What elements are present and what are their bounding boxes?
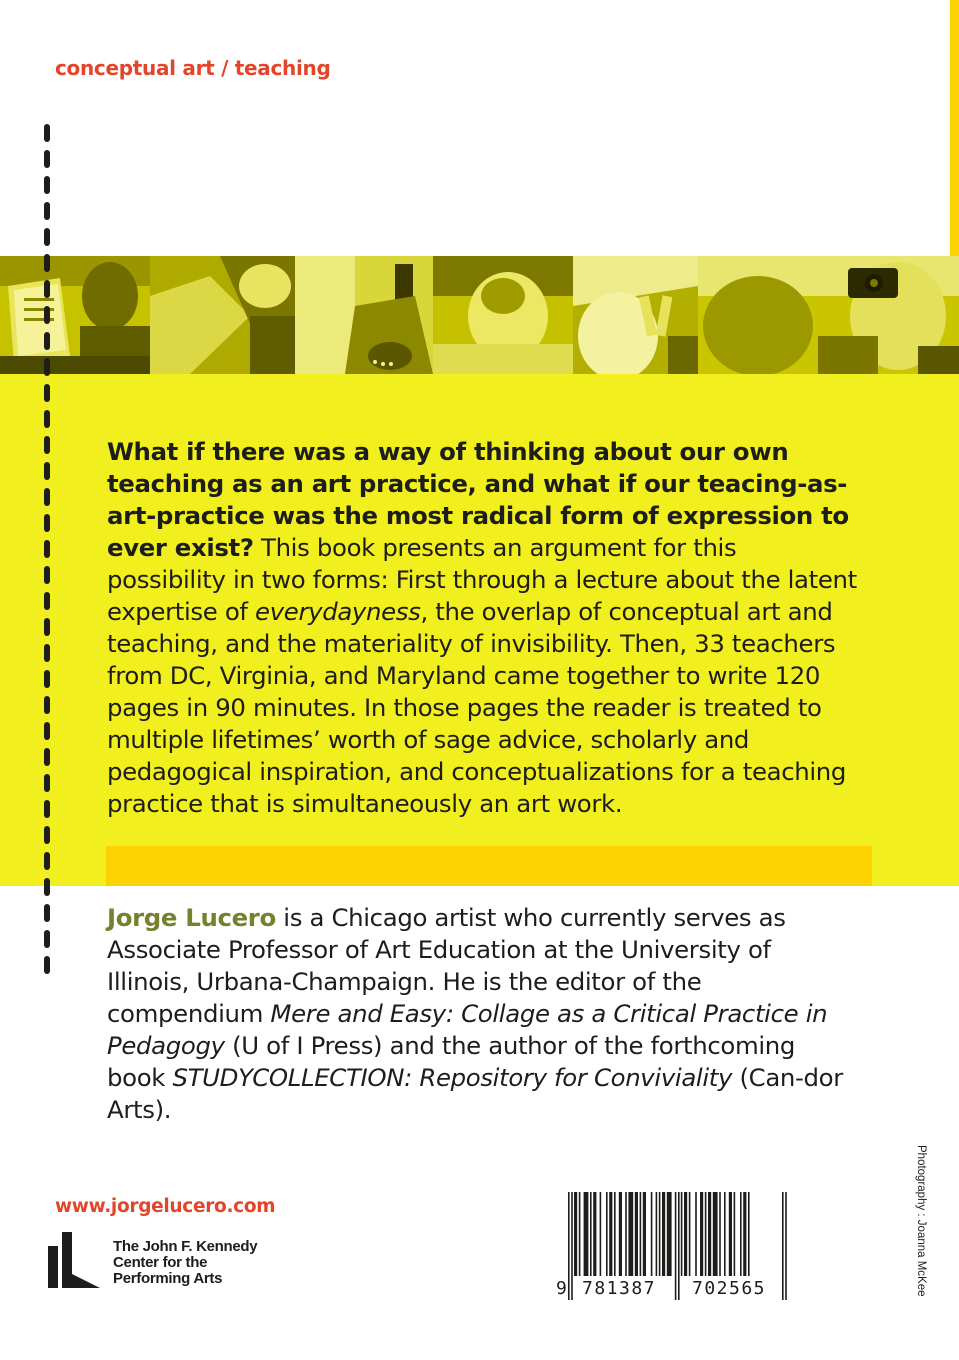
photo-panel-peace-sign [573, 256, 698, 374]
description-italic: everydayness [255, 597, 421, 626]
photo-panel-arms [150, 256, 295, 374]
author-name: Jorge Lucero [107, 903, 276, 932]
isbn-digit-group-2: 781387 [582, 1278, 657, 1299]
author-bio [107, 902, 859, 1126]
publisher-line-3: Performing Arts [113, 1270, 223, 1287]
description-lead: What if there was a way of thinking about our own teaching as an art practice, and what if our teacing-as-art-practice was the most radical form of expression to ever exist? [107, 437, 849, 562]
category-label: conceptual art / teaching [55, 56, 331, 80]
right-edge-stripe [950, 0, 959, 256]
publisher-line-1: The John F. Kennedy [113, 1238, 258, 1255]
book-description [107, 436, 859, 820]
description-text-2: , the overlap of conceptual art and teaching, and the materiality of invisibility. Then, 33 teachers from DC, Virginia, and Maryland came together to write 120 pages in 90 minutes. In those pages the reader is treated to multiple lifetimes’ worth of sage advice, scholarly and pedagogical inspiration, and conceptualizations for a teaching practice that is simultaneously an art work. [107, 597, 847, 818]
photo-credit-text: Photography : Joanna McKee [915, 1145, 927, 1297]
bio-text-2: (U of I Press) and the author of the forthcoming book [107, 1031, 796, 1092]
bio-title-1: Mere and Easy: Collage as a Critical Practice in Pedagogy [107, 999, 828, 1060]
description-text-1: This book presents an argument for this possibility in two forms: First through a lecture about the latent expertise of [107, 533, 857, 626]
publisher-line-2: Center for the [113, 1254, 208, 1271]
photo-panel-hands [433, 256, 573, 374]
barcode [556, 1192, 794, 1308]
publisher-name [113, 1239, 257, 1287]
isbn-digit-group-1: 9 [556, 1278, 567, 1299]
website-link[interactable]: www.jorgelucero.com [55, 1196, 276, 1217]
photo-credit [907, 1145, 933, 1305]
isbn-digit-group-3: 702565 [692, 1278, 767, 1299]
photo-panel-phone [295, 256, 433, 374]
bio-text-1: is a Chicago artist who currently serves as Associate Professor of Art Education at the University of Illinois, Urbana-Champaign. He is the editor of the compendium [107, 903, 786, 1028]
kennedy-center-logo-icon [48, 1232, 100, 1288]
photo-strip [0, 256, 959, 374]
bio-text-3: (Can-dor Arts). [107, 1063, 843, 1124]
photo-panel-laptop [0, 256, 150, 374]
orange-band [106, 846, 872, 886]
bio-title-2: STUDYCOLLECTION: Repository for Conviviality [172, 1063, 733, 1092]
dashed-cut-line [40, 124, 54, 994]
photo-panel-camera [698, 256, 959, 374]
